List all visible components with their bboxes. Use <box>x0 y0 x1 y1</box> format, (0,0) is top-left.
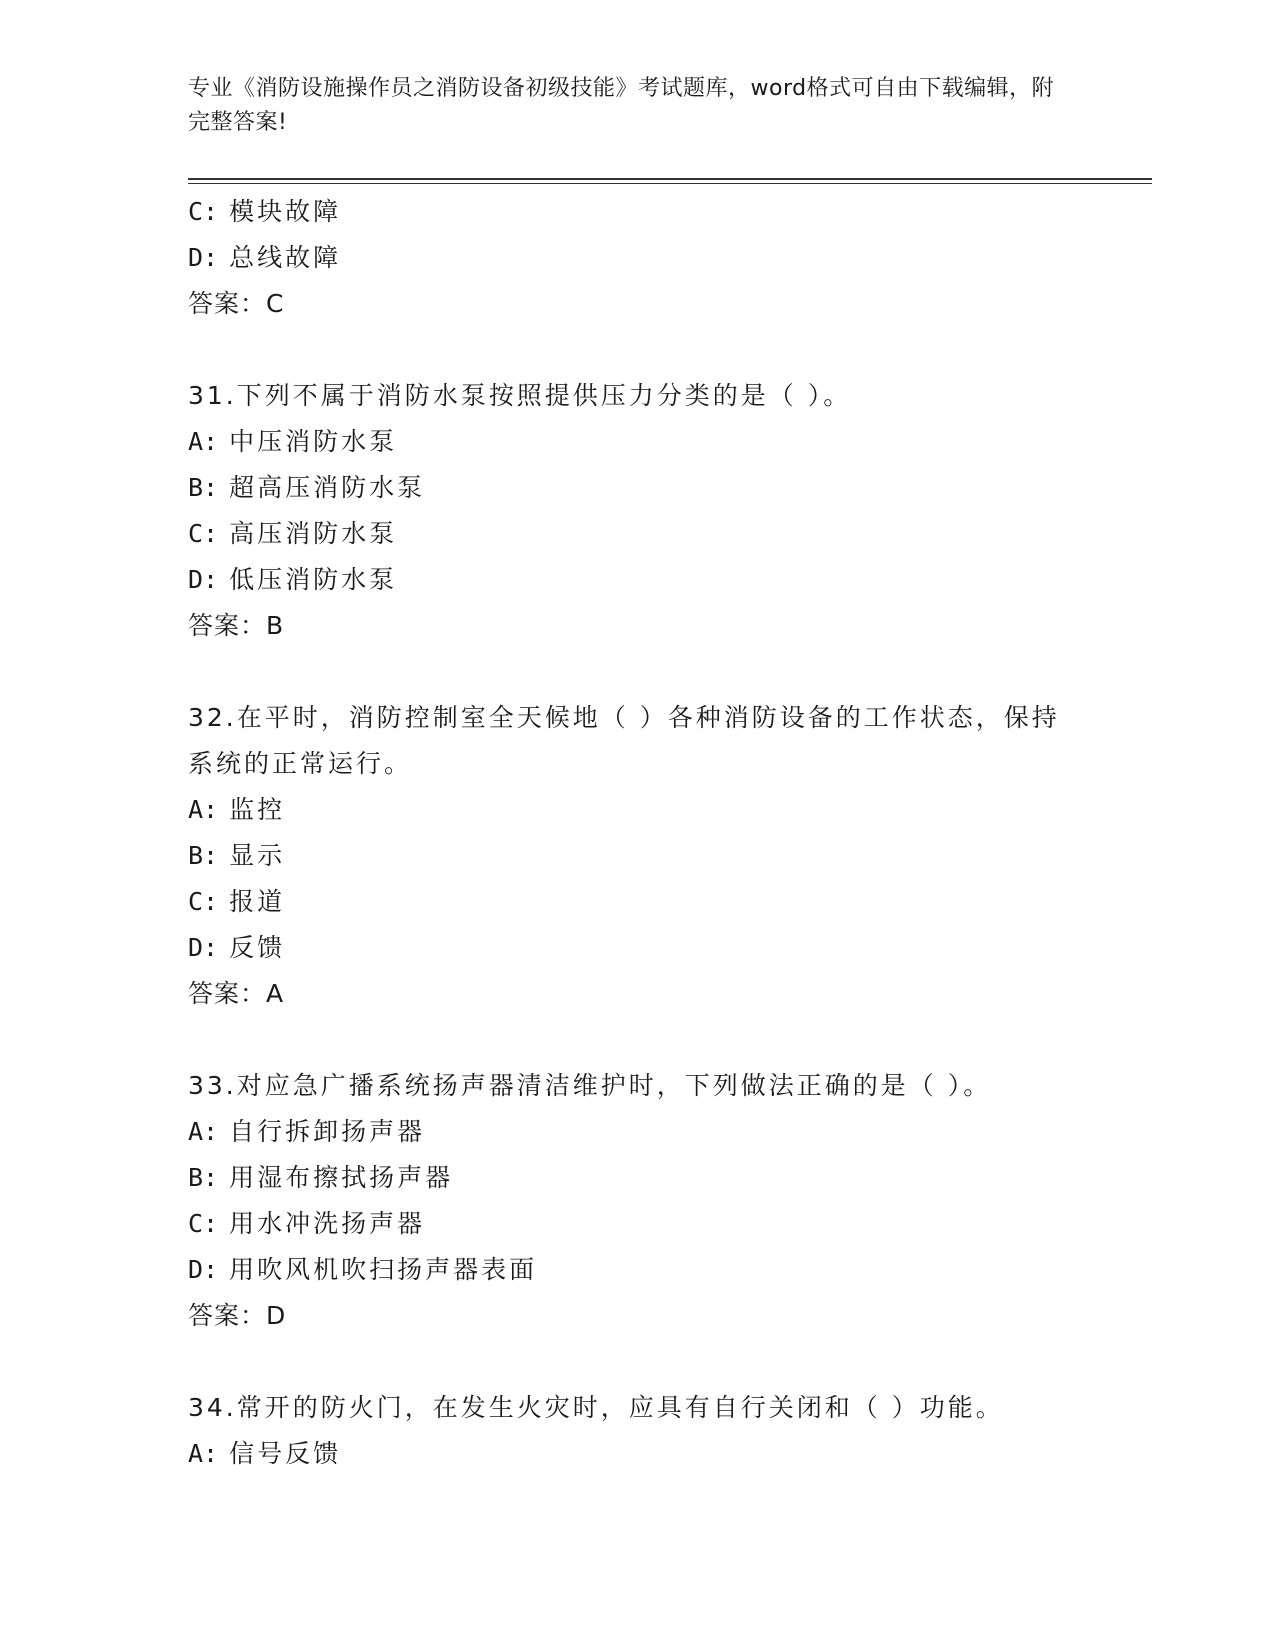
answer-line: 答案：D <box>188 1301 287 1330</box>
question-stem: 33.对应急广播系统扬声器清洁维护时，下列做法正确的是（ ）。 <box>188 1071 992 1100</box>
previous-question-tail <box>188 189 1088 327</box>
option-text: 显示 <box>229 841 286 870</box>
option-b <box>188 1155 1088 1201</box>
answer-line: 答案：C <box>188 289 285 318</box>
question-34 <box>188 1385 1088 1477</box>
option-a <box>188 787 1088 833</box>
option-text: 模块故障 <box>229 197 342 226</box>
option-key: D: <box>188 243 219 272</box>
question-stem: 34.常开的防火门，在发生火灾时，应具有自行关闭和（ ）功能。 <box>188 1393 1004 1422</box>
option-b <box>188 465 1088 511</box>
option-text: 超高压消防水泵 <box>229 473 426 502</box>
option-text: 低压消防水泵 <box>229 565 398 594</box>
question-31 <box>188 373 1088 649</box>
option-a <box>188 1109 1088 1155</box>
option-key: C: <box>188 887 219 916</box>
answer-line: 答案：A <box>188 979 285 1008</box>
option-key: D: <box>188 565 219 594</box>
option-key: B: <box>188 841 219 870</box>
question-stem: 31.下列不属于消防水泵按照提供压力分类的是（ ）。 <box>188 381 852 410</box>
question-list <box>188 189 1088 1477</box>
option-text: 中压消防水泵 <box>229 427 398 456</box>
spacer <box>188 1339 1088 1385</box>
option-key: A: <box>188 1439 219 1468</box>
option-text: 用水冲洗扬声器 <box>229 1209 426 1238</box>
option-text: 自行拆卸扬声器 <box>229 1117 426 1146</box>
option-d <box>188 557 1088 603</box>
answer-line: 答案：B <box>188 611 285 640</box>
option-text: 高压消防水泵 <box>229 519 398 548</box>
option-text: 反馈 <box>229 933 286 962</box>
option-b <box>188 833 1088 879</box>
option-text: 总线故障 <box>229 243 342 272</box>
option-c <box>188 511 1088 557</box>
option-key: D: <box>188 1255 219 1284</box>
option-text: 报道 <box>229 887 286 916</box>
option-key: C: <box>188 197 219 226</box>
question-32 <box>188 695 1088 1017</box>
option-text: 监控 <box>229 795 286 824</box>
option-key: B: <box>188 1163 219 1192</box>
spacer <box>188 1017 1088 1063</box>
option-a <box>188 419 1088 465</box>
option-c <box>188 879 1088 925</box>
option-text: 用湿布擦拭扬声器 <box>229 1163 454 1192</box>
option-key: C: <box>188 519 219 548</box>
option-c <box>188 189 1088 235</box>
option-key: B: <box>188 473 219 502</box>
question-stem: 32.在平时，消防控制室全天候地（ ）各种消防设备的工作状态，保持系统的正常运行。 <box>188 703 1060 778</box>
option-c <box>188 1201 1088 1247</box>
document-header: 专业《消防设施操作员之消防设备初级技能》考试题库，word格式可自由下载编辑，附完整答案! <box>188 76 1055 135</box>
question-33 <box>188 1063 1088 1339</box>
header-rule-thin <box>188 183 1152 184</box>
option-key: A: <box>188 1117 219 1146</box>
option-d <box>188 1247 1088 1293</box>
spacer <box>188 327 1088 373</box>
header-rule-thick <box>188 178 1152 180</box>
option-key: A: <box>188 427 219 456</box>
option-text: 信号反馈 <box>229 1439 342 1468</box>
option-key: A: <box>188 795 219 824</box>
option-a <box>188 1431 1088 1477</box>
option-d <box>188 925 1088 971</box>
spacer <box>188 649 1088 695</box>
option-key: C: <box>188 1209 219 1238</box>
option-text: 用吹风机吹扫扬声器表面 <box>229 1255 538 1284</box>
option-key: D: <box>188 933 219 962</box>
option-d <box>188 235 1088 281</box>
